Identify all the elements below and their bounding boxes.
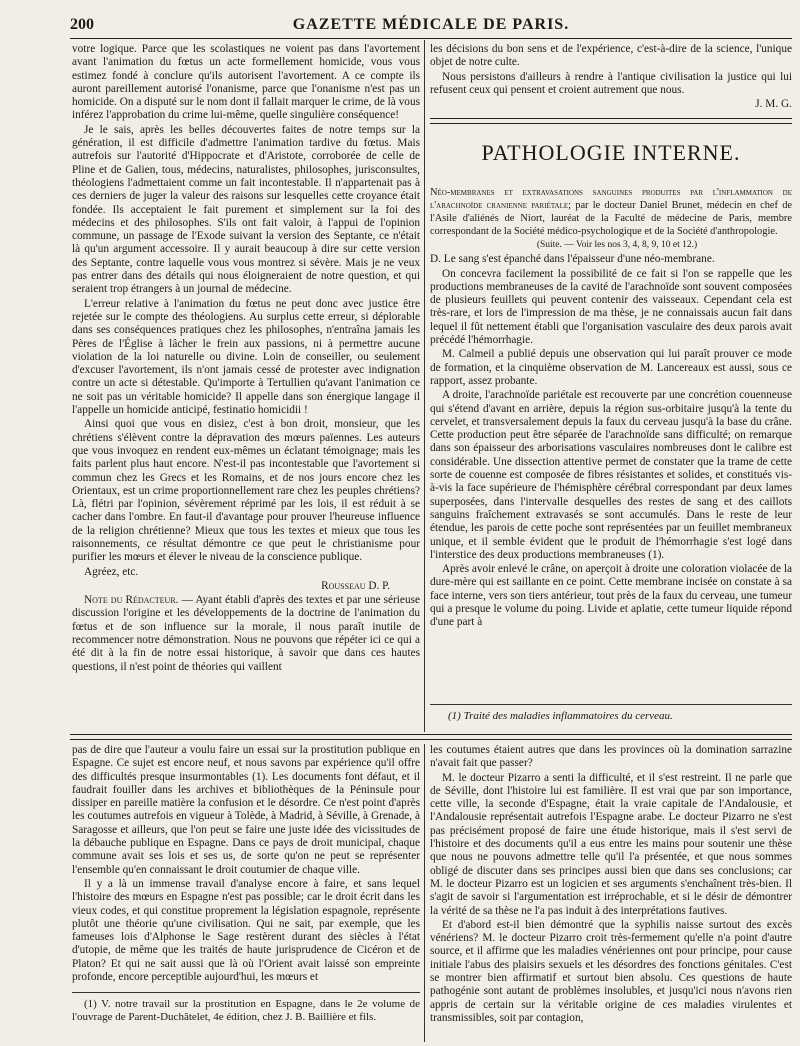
editor-note-text: — Ayant établi d'après des textes et par une sérieuse discussion l'origine et les développements de la doctrine de l'animation du fœtus et de son influence sur la morale, il nous paraît inutile de recommencer notre démonstration. Nous ne pouvons que répéter ici ce qui a été dit à la fin de notre essai historique, à savoir que dans ces hautes questions, il n'est point de théories qui vaillent [72,594,420,673]
paragraph: M. Calmeil a publié depuis une observation qui lui paraît prouver ce mode de formation, et la cinquième observation de M. Lancereaux est aussi, sous ce rapport, assez probante. [430,348,792,387]
article-byline: ; par le docteur Daniel Brunet, médecin en chef de l'Asile d'aliénés de Niort, lauréat de la Faculté de médecine de Paris, membre correspondant de la Société médico-psychologique et de la Société d'anthropologie. [430,200,792,237]
article-heading [430,186,792,238]
journal-title: GAZETTE MÉDICALE DE PARIS. [292,16,570,33]
editor-note-label: Note du Rédacteur. [84,594,179,607]
article-title: Néo-membranes et extravasations sanguines produites par l'inflammation de l'arachnoïde cranienne pariétale [430,187,792,211]
paragraph: D. Le sang s'est épanché dans l'épaisseur d'une néo-membrane. [430,253,715,266]
paragraph: A droite, l'arachnoïde pariétale est recouverte par une concrétion couenneuse qui s'étend d'avant en arrière, depuis la région sus-orbitaire jusqu'à la tente du cervelet, et transversalement depuis la faux du cerveau jusqu'à la base du crâne. Cette production peut être séparée de l'arachnoïde sans difficulté; on remarque dans son épaisseur des arborisations vasculaires nombreuses dont le calibre est considérable. Une dissection attentive permet de constater que la trame de cette sorte de couenne est composée de fibres résistantes et solides, et constitués vis-à-vis la face supérieure de l'hémisphère cérébral correspondant par deux lames superposées, dans l'intervalle desquelles des restes de sang et des caillots sanguins fraîchement extravasés se sont accumulés. Dans le reste de leur étendue, les parois de cette poche sont représentées par un feuillet membraneux unique, et il semble évident que le produit de l'hémorrhagie s'est logé dans l'interstice des deux productions membraneuses (1). [430,389,792,561]
paragraph: votre logique. Parce que les scolastiques ne voient pas dans l'avortement avant l'animation du fœtus un acte formellement homicide, vous vous estimez fondé à conclure qu'ils autorisent l'avortement. A ce compte ils auront pareillement autorisé l'onanisme, parce que l'onanisme n'est pas un homicide. On a disputé sur le nom dont il fallait marquer le crime, de là vous inférez l'approbation du crime lui-même, quelle singulière conséquence! [72,43,420,122]
article-suite-note: (Suite. — Voir les nos 3, 4, 8, 9, 10 et 12.) [536,240,698,250]
column-note-continuation [430,43,792,113]
column-feuilleton-left [72,744,420,984]
paragraph: Et d'abord est-il bien démontré que la syphilis naisse surtout des excès vénériens? M. le docteur Pizarro croit très-fermement qu'elle n'a point d'autre source, et il affirme que les maladies vénériennes ont pour principe, pour cause initiale l'abus des plaisirs sexuels et les désordres des fonctions génitales. C'est se montrer bien affirmatif et surtout bien absolu. Ces questions de haute pathogénie sont autant de problèmes insolubles, et jusqu'ici nous n'avons rien appris de certain sur la véritable origine de ces maladies virulentes et transmissibles, soit par contagion, [430,918,792,1024]
paragraph: Il y a là un immense travail d'analyse encore à faire, et sans lequel l'histoire des mœurs en Espagne n'est pas possible; car le droit écrit dans les vieux codes, et qui constitue proprement la législation espagnole, représente plutôt une théorie qu'une civilisation. Qui ne sait, par exemple, que les fameuses lois d'Alphonse le Sage restèrent durant des siècles à l'état d'utopie, de même que les traités de haute jurisprudence de Cicéron et de Platon? Et qui ne sait aussi que là où l'Orient avait laissé son empreinte profonde, encore perceptible aujourd'hui, les mœurs et [72,877,420,984]
footnote-text: (1) V. notre travail sur la prostitution en Espagne, dans le 2e volume de l'ouvrage de Parent-Duchâtelet, 4e édition, chez J. B. Baillière et fils. [72,998,420,1023]
editor-note [72,594,420,674]
page-number: 200 [70,16,94,33]
feuilleton-footnote [72,998,420,1024]
section-divider [430,118,792,124]
column-letter-continuation [72,43,420,733]
paragraph: les coutumes étaient autres que dans les provinces où la domination sarrazine n'avait fait que passer? [430,744,792,770]
column-divider [424,744,425,1042]
paragraph: Nous persistons d'ailleurs à rendre à l'antique civilisation la justice qui lui refusent ceux qui pensent et croient autrement que nous. [430,70,792,96]
paragraph: les décisions du bon sens et de l'expérience, c'est-à-dire de la science, l'unique objet de notre culte. [430,43,792,69]
note-signature: J. M. G. [755,98,792,111]
page-header [70,12,792,38]
section-title: PATHOLOGIE INTERNE. [481,140,741,165]
footnote-rule [430,704,792,705]
letter-signature: Rousseau D. P. [321,579,390,592]
paragraph: Je le sais, après les belles découvertes faites de notre temps sur la génération, il est difficile d'admettre l'animation tardive du fœtus. Mais autrefois sur l'autorité d'Hippocrate et d'Aristote, corroborée de celle de Pline et de Galien, tous, médecins, naturalistes, philosophes, jurisconsultes, théologiens l'admettaient comme un fait incontestable. Il n'appartenait pas à ces derniers de juger la valeur des raisons sur lesquelles cette croyance était fondée. Ils acceptaient le fait purement et simplement sur la foi des médecins et des philosophes. S'ils ont fait valoir, à l'appui de l'opinion commune, un passage de l'Exode suivant la version des Septante, ce n'était là qu'un argument accessoire. Il y aurait beaucoup à dire sur cette version des Septante, contre laquelle vous vous montrez si sévère. Mais je ne veux pas entrer dans des détails qui nous éloigneraient de notre question, et qui seraient trop étrangers à un journal de médecine. [72,123,420,296]
paragraph: Après avoir enlevé le crâne, on aperçoit à droite une coloration violacée de la dure-mère qui est saillante en ce point. Cette membrane incisée on constate à sa face interne, vers son tiers antérieur, tout près de la faux du cerveau, une tumeur qui a presque le volume du poing. Livide et aplatie, cette tumeur liquide répond d'une part à [430,563,792,629]
article-footnote: (1) Traité des maladies inflammatoires du cerveau. [448,710,673,722]
column-article [430,186,792,716]
column-feuilleton-right [430,744,792,1044]
header-rule [70,38,792,39]
footnote-rule [72,992,420,993]
paragraph: On concevra facilement la possibilité de ce fait si l'on se rappelle que les productions membraneuses de la cavité de l'arachnoïde sont souvent composées de plusieurs feuillets qui peuvent contenir des vaisseaux. Cependant cela est très-rare, et lors de l'impression de ma thèse, je ne connaissais aucun fait dans lequel il fût nettement établi que l'organisation vasculaire des deux parois avait précédé l'hémorrhagie. [430,267,792,347]
column-divider [424,40,425,732]
feuilleton-separator [70,734,792,740]
paragraph: M. le docteur Pizarro a senti la difficulté, et il s'est restreint. Il ne parle que de Séville, dont l'histoire lui est familière. Il est vrai que par son importance, cette ville, la seconde d'Espagne, était la vraie capitale de l'Andalousie, et l'Andalousie représentait autrefois l'Espagne arabe. Le docteur Pizarro ne s'est pas précisément proposé de faire une étude historique, mais il s'est servi de l'histoire et des documents qu'il a eus entre les mains pour soutenir une thèse que nous ne pouvons admettre telle qu'il l'a présentée, et que nous sommes obligé de discuter dans ses principes aussi bien que dans ses conclusions; car M. le docteur Pizarro est un logicien et ses arguments s'enchaînent très-bien. Il s'agit de savoir si l'argumentation est irréprochable, et si le désir de démontrer la vérité de sa thèse ne l'a pas induit à des interprétations fautives. [430,771,792,917]
paragraph: Agréez, etc. [84,565,139,578]
paragraph: pas de dire que l'auteur a voulu faire un essai sur la prostitution publique en Espagne. Ce sujet est encore neuf, et nous savons par expérience qu'il offre des difficultés presque insurmontables (1). Les documents font défaut, et il faudrait fouiller dans les archives et bibliothèques de la Péninsule pour dissiper en pareille matière la confusion et le désordre. Ce n'est point d'après les coutumes autrefois en vigueur à Tolède, à Madrid, à Séville, à Grenade, à Saragosse et ailleurs, que l'on peut se faire une juste idée des vicissitudes de la débauche publique en Espagne. Dans ce pays de droit municipal, chaque commune avait ses lois et ses us, de sorte qu'on ne peut se représenter l'ensemble qu'en connaissant le droit coutumier de chaque ville. [72,744,420,876]
paragraph: Ainsi quoi que vous en disiez, c'est à bon droit, monsieur, que les chrétiens s'élèvent contre la dépravation des mœurs païennes. Les auteurs que vous invoquez en rendent eux-mêmes un éclatant témoignage; mais les faits parlent plus haut encore. N'est-il pas incontestable que l'avortement si commun chez les Grecs et les Romains, et de nos jours encore chez les Orientaux, est un crime proportionnellement rare chez les peuples chrétiens? Là, flétri par l'opinion, sévèrement réprimé par les lois, il est réduit à se cacher dans l'ombre. En faut-il d'avantage pour prouver l'heureuse influence de la religion chrétienne? Mieux que tous les textes et mieux que tous les raisonnements, ce résultat démontre ce que peut le christianisme pour purifier les mœurs et élever le niveau de la conscience publique. [72,418,420,564]
paragraph: L'erreur relative à l'animation du fœtus ne peut donc avec justice être rejetée sur le compte des théologiens. Au surplus cette erreur, si déplorable dans ses conséquences pratiques chez les philosophes, n'entraîna jamais les Pères de l'Église à lâcher le frein aux passions, ni à permettre aucune violation de la loi naturelle ou divine. Loin de conseiller, ou seulement d'excuser l'avortement, ils n'ont jamais cessé de protester avec indignation contre un acte si détestable. Qu'importe à Tertullien qu'avant l'animation ce ne soit pas un véritable homicide? Il appelle dans son énergique langage il l'appelle un homicide anticipé, festinatio homicidii ! [72,297,420,417]
